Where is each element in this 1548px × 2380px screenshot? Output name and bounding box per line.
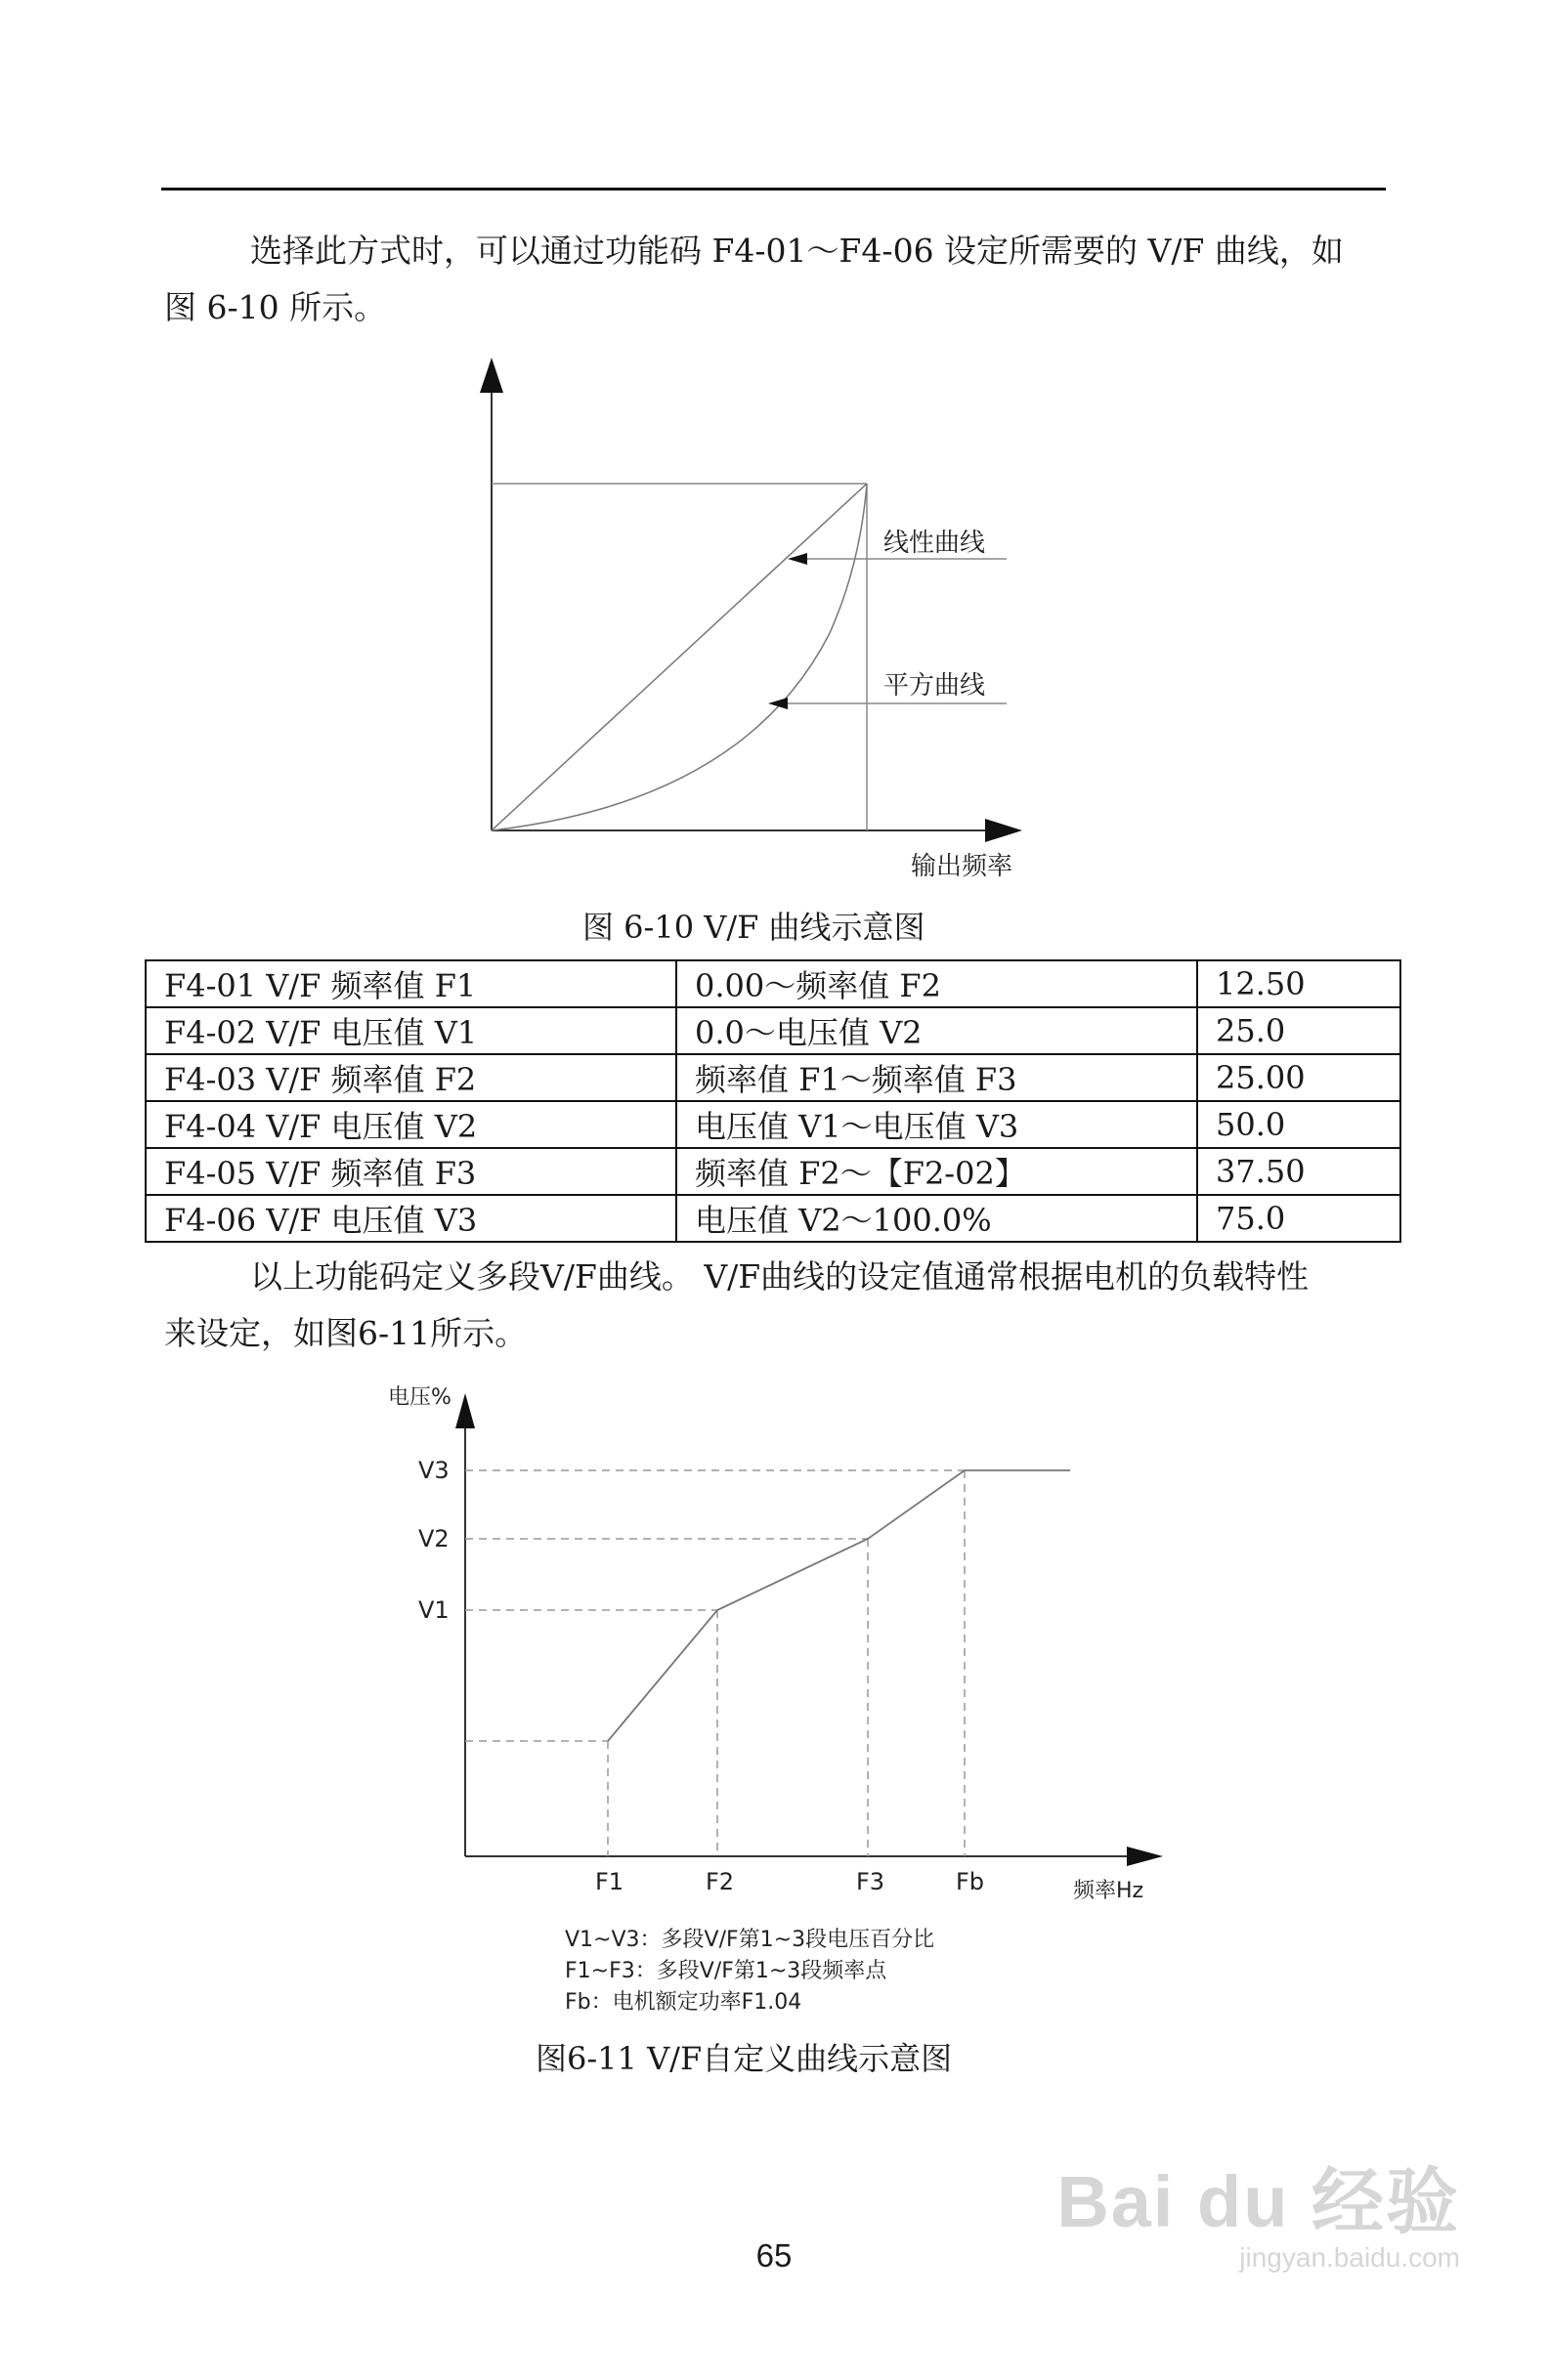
paragraph-1-line-2: 图 6-10 所示。 xyxy=(164,288,387,326)
f1-label: F1 xyxy=(595,1868,624,1895)
note-f-range: F1~F3：多段V/F第1~3段频率点 xyxy=(565,1959,887,1983)
fb-label: Fb xyxy=(956,1868,985,1895)
table-cell-range: 电压值 V2～100.0% xyxy=(676,1195,1197,1242)
table-row xyxy=(146,1148,1400,1195)
x-axis-arrow-icon xyxy=(985,819,1022,842)
table-cell-default: 75.0 xyxy=(1197,1195,1400,1242)
x-axis-arrow-icon xyxy=(1127,1847,1163,1866)
figure-6-11-caption: 图6-11 V/F自定义曲线示意图 xyxy=(536,2040,953,2077)
x-axis-label: 输出频率 xyxy=(911,852,1013,881)
parameter-table xyxy=(145,959,1401,1243)
vf-custom-curve xyxy=(608,1470,1070,1741)
guide-lines xyxy=(465,1470,965,1856)
y-axis-arrow-icon xyxy=(455,1393,475,1428)
table-cell-code: F4-02 V/F 电压值 V1 xyxy=(146,1007,676,1054)
table-cell-default: 37.50 xyxy=(1197,1148,1400,1195)
y-axis-label: 电压% xyxy=(388,1385,452,1410)
table-row xyxy=(146,1101,1400,1148)
table-cell-code: F4-06 V/F 电压值 V3 xyxy=(146,1195,676,1242)
table-row xyxy=(146,1195,1400,1242)
paragraph-1-line-1: 选择此方式时，可以通过功能码 F4-01～F4-06 设定所需要的 V/F 曲线，如 xyxy=(250,232,1344,270)
paragraph-2-line-1: 以上功能码定义多段V/F曲线。 V/F曲线的设定值通常根据电机的负载特性 xyxy=(250,1257,1310,1296)
table-row xyxy=(146,960,1400,1007)
table-cell-range: 电压值 V1～电压值 V3 xyxy=(676,1101,1197,1148)
table-cell-range: 频率值 F1～频率值 F3 xyxy=(676,1054,1197,1101)
x-axis-label: 频率Hz xyxy=(1073,1879,1144,1903)
v2-label: V2 xyxy=(418,1525,450,1552)
table-cell-code: F4-03 V/F 频率值 F2 xyxy=(146,1054,676,1101)
note-fb: Fb：电机额定功率F1.04 xyxy=(565,1990,802,2015)
table-cell-default: 50.0 xyxy=(1197,1101,1400,1148)
v3-label: V3 xyxy=(418,1457,450,1484)
note-v-range: V1~V3：多段V/F第1~3段电压百分比 xyxy=(565,1928,935,1952)
y-axis-arrow-icon xyxy=(480,358,503,393)
watermark-url: jingyan.baidu.com xyxy=(1239,2242,1460,2273)
table-cell-default: 25.00 xyxy=(1197,1054,1400,1101)
table-cell-range: 0.0～电压值 V2 xyxy=(676,1007,1197,1054)
figure-6-10-caption: 图 6-10 V/F 曲线示意图 xyxy=(582,909,925,946)
watermark xyxy=(1056,2145,1460,2274)
table-cell-code: F4-05 V/F 频率值 F3 xyxy=(146,1148,676,1195)
table-row xyxy=(146,1054,1400,1101)
paragraph-2 xyxy=(164,1249,1386,1362)
table-row xyxy=(146,1007,1400,1054)
figure-6-11 xyxy=(0,1348,1548,2052)
v1-label: V1 xyxy=(418,1596,450,1624)
table-cell-range: 0.00～频率值 F2 xyxy=(676,960,1197,1007)
figure-6-10 xyxy=(0,0,1548,938)
f3-label: F3 xyxy=(856,1868,885,1895)
f2-label: F2 xyxy=(706,1868,735,1895)
linear-curve-label: 线性曲线 xyxy=(883,529,986,558)
watermark-brand: Bai du 经验 xyxy=(1056,2161,1460,2242)
table-cell-code: F4-04 V/F 电压值 V2 xyxy=(146,1101,676,1148)
page-number: 65 xyxy=(755,2237,793,2274)
paragraph-2-line-2: 来设定，如图6-11所示。 xyxy=(164,1314,528,1352)
table-cell-code: F4-01 V/F 频率值 F1 xyxy=(146,960,676,1007)
table-cell-default: 12.50 xyxy=(1197,960,1400,1007)
table-cell-default: 25.0 xyxy=(1197,1007,1400,1054)
table-cell-range: 频率值 F2～【F2-02】 xyxy=(676,1148,1197,1195)
square-curve-label: 平方曲线 xyxy=(883,671,986,701)
